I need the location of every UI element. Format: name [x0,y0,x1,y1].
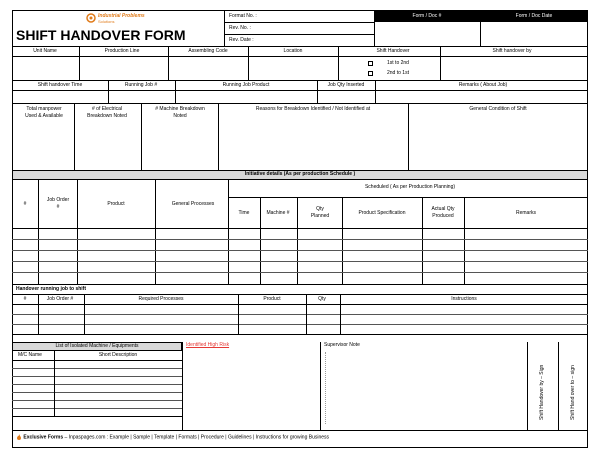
machine-header: Machine # [266,210,290,216]
remarks-job-label: Remarks ( About Job) [458,82,508,88]
handover-job-order-header: Job Order # [46,296,74,302]
electrical-label-2: Breakdown Noted [87,113,127,119]
sign-by-label: Shift Handover by – Sign [539,364,545,420]
option-1st-to-2nd-label: 1st to 2nd [387,60,409,66]
rev-date-label: Rev. Date : [229,37,254,43]
assembling-code-label: Assembling Code [188,48,228,54]
initiative-hash-header: # [23,201,27,207]
supervisor-note-dots [325,352,326,424]
doc-header-band [374,10,588,22]
product-spec-header: Product Specification [358,210,406,216]
shift-handover-by-label: Shift handover by [492,48,532,54]
general-condition-label: General Condition of Shift [469,106,527,112]
shift-handover-label: Shift Handover [376,48,410,54]
format-no-label: Format No. : [229,13,257,19]
required-processes-header: Required Processes [138,296,184,302]
location-label: Location [283,48,303,54]
high-risk-label: Identified High Risk [186,342,230,348]
initiative-remarks-header: Remarks [515,210,537,216]
running-job-label: Running Job # [124,82,158,88]
scheduled-header: Scheduled ( As per Production Planning) [364,184,456,190]
doc-date-label: Form / Doc Date [515,13,553,19]
qty-planned-header-2: Planned [310,213,330,219]
isolated-title: List of Isolated Machine / Equipments [55,343,139,349]
initiative-product-header: Product [107,201,125,207]
reasons-label: Reasons for Breakdown Identified / Not Identified at [255,106,371,112]
initiative-job-order-header: Job Order [46,197,70,203]
checkbox-1st-to-2nd[interactable] [368,61,373,66]
initiative-job-order-header-2: # [56,204,60,210]
company-logo [86,12,166,26]
page-border [12,10,588,448]
initiative-processes-header: General Processes [171,201,215,207]
supervisor-note-label: Supervisor Note [324,342,360,348]
actual-qty-header: Actual Qty [431,206,455,212]
production-line-label: Production Line [104,48,140,54]
handover-qty-header: Qty [318,296,326,302]
logo-subtext: Solutions [98,19,115,24]
footer-text: – Inpaspages.com : Example | Sample | Template | Formats | Procedure | Guidelines | Instructions for growing Business [64,434,330,441]
handover-title: Handover running job to shift [16,286,86,292]
manpower-label-2: Used & Available [25,113,63,119]
qty-planned-header: Qty [316,206,324,212]
handover-time-label: Shift handover Time [37,82,83,88]
sign-to-label: Shift Hand over to – sign [570,365,576,420]
footer-label: Exclusive Forms [23,434,64,441]
handover-hash-header: # [23,296,27,302]
machine-breakdown-label: # Machine Breakdown [155,106,205,112]
actual-qty-header-2: Produced [432,213,454,219]
page-title: SHIFT HANDOVER FORM [16,27,186,43]
handover-product-header: Product [263,296,281,302]
logo-mark-icon [86,13,96,23]
electrical-label: # of Electrical [91,106,123,112]
flame-icon [16,434,22,440]
short-description-header: Short Description [98,352,138,358]
time-header: Time [238,210,250,216]
instructions-header: Instructions [451,296,477,302]
job-qty-label: Job Qty Inserted [327,82,365,88]
unit-name-label: Unit Name [33,48,57,54]
mc-name-header: M/C Name [18,352,42,358]
doc-no-label: Form / Doc # [412,13,442,19]
machine-breakdown-label-2: Noted [173,113,187,119]
option-2nd-to-1st-label: 2nd to 1st [387,70,409,76]
checkbox-2nd-to-1st[interactable] [368,71,373,76]
footer [16,434,329,440]
initiative-title: Initiative details (As per production Schedule ) [244,171,356,177]
rev-no-label: Rev. No. : [229,25,251,31]
manpower-label: Total manpower [26,106,62,112]
logo-text: Industrial Problems [98,13,145,19]
running-job-product-label: Running Job Product [222,82,270,88]
